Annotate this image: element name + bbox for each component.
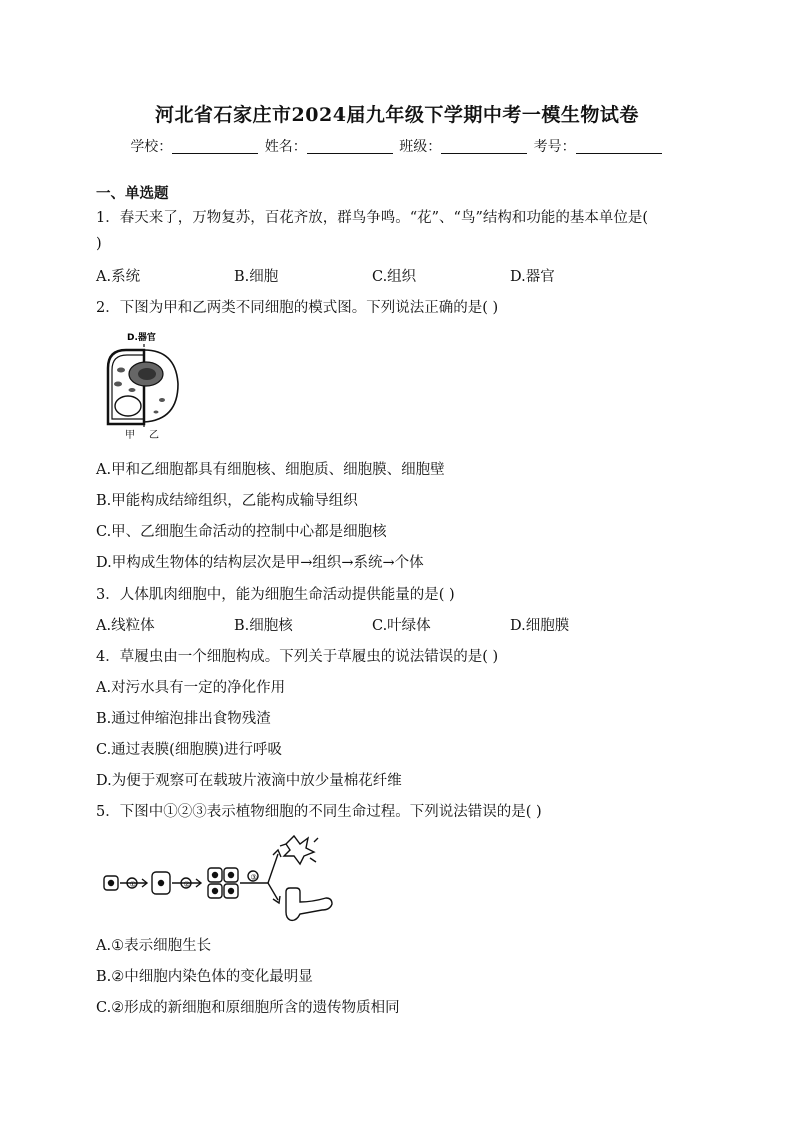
- q4-option-c[interactable]: C.通过表膜(细胞膜)进行呼吸: [96, 742, 282, 758]
- q2-option-b[interactable]: B.甲能构成结缔组织，乙能构成输导组织: [96, 493, 358, 509]
- page-title: 河北省石家庄市2024届九年级下学期中考一模生物试卷: [155, 104, 639, 126]
- q1-options: [96, 265, 555, 286]
- nucleus-dot: [159, 881, 164, 886]
- section-title: 一、单选题: [96, 185, 169, 202]
- q3-option-d[interactable]: D.细胞膜: [510, 618, 570, 634]
- cell-process-diagram: [100, 832, 340, 924]
- name-blank[interactable]: [307, 139, 393, 154]
- student-info-row: [0, 136, 794, 156]
- q5-option-a[interactable]: A.①表示细胞生长: [96, 938, 212, 954]
- q1-option-d[interactable]: D.器官: [510, 269, 555, 285]
- mitochondria-shape: [159, 398, 165, 402]
- step-label-2: ②: [183, 880, 190, 889]
- fig-label-top: D.器官: [127, 333, 156, 343]
- class-label: 班级：: [399, 139, 442, 155]
- q4-option-b[interactable]: B.通过伸缩泡排出食物残渣: [96, 711, 271, 727]
- fig-label-jia: 甲: [125, 430, 135, 440]
- number-blank[interactable]: [576, 139, 662, 154]
- vacuole-shape: [115, 396, 141, 416]
- q1-stem-end: ): [96, 236, 102, 252]
- step-label-1: ①: [129, 880, 136, 889]
- cell-diagram: [96, 328, 184, 440]
- mitochondria-shape: [154, 411, 159, 414]
- q5-option-c[interactable]: C.②形成的新细胞和原细胞所含的遗传物质相同: [96, 1000, 400, 1016]
- q3-option-a[interactable]: A.线粒体: [96, 618, 155, 634]
- school-blank[interactable]: [172, 139, 258, 154]
- arrow-3-up: [268, 854, 278, 883]
- school-label: 学校：: [130, 139, 173, 155]
- chloroplast-shape: [129, 388, 136, 392]
- q1-option-b[interactable]: B.细胞: [234, 269, 279, 285]
- cell-differentiated-top: [284, 836, 314, 864]
- chloroplast-shape: [114, 382, 122, 387]
- cell-elongated-shape: [286, 888, 332, 920]
- q4-stem: 4．草履虫由一个细胞构成。下列关于草履虫的说法错误的是( ): [96, 649, 499, 665]
- q2-option-d[interactable]: D.甲构成生物体的结构层次是甲→组织→系统→个体: [96, 555, 424, 571]
- name-label: 姓名：: [264, 139, 307, 155]
- nucleus-dot: [109, 881, 114, 886]
- q1-option-c[interactable]: C.组织: [372, 269, 417, 285]
- nucleolus-shape: [138, 368, 156, 380]
- q5-option-b[interactable]: B.②中细胞内染色体的变化最明显: [96, 969, 313, 985]
- q4-option-a[interactable]: A.对污水具有一定的净化作用: [96, 680, 286, 696]
- q5-stem: 5．下图中①②③表示植物细胞的不同生命过程。下列说法错误的是( ): [96, 804, 542, 820]
- q4-option-d[interactable]: D.为便于观察可在载玻片液滴中放少量棉花纤维: [96, 773, 402, 789]
- q3-options: [96, 614, 569, 635]
- arrow-3-down: [268, 883, 278, 900]
- q1-option-a[interactable]: A.系统: [96, 269, 141, 285]
- fig-label-yi: 乙: [149, 430, 159, 440]
- q1-stem: 1．春天来了，万物复苏，百花齐放，群鸟争鸣。“花”、“鸟”结构和功能的基本单位是(: [96, 210, 649, 226]
- q3-stem: 3．人体肌肉细胞中，能为细胞生命活动提供能量的是( ): [96, 587, 455, 603]
- q3-option-c[interactable]: C.叶绿体: [372, 618, 431, 634]
- q2-option-a[interactable]: A.甲和乙细胞都具有细胞核、细胞质、细胞膜、细胞壁: [96, 462, 445, 478]
- chloroplast-shape: [117, 368, 125, 373]
- q3-option-b[interactable]: B.细胞核: [234, 618, 293, 634]
- q2-stem: 2．下图为甲和乙两类不同细胞的模式图。下列说法正确的是( ): [96, 300, 499, 316]
- number-label: 考号：: [533, 139, 576, 155]
- q2-option-c[interactable]: C.甲、乙细胞生命活动的控制中心都是细胞核: [96, 524, 387, 540]
- class-blank[interactable]: [441, 139, 527, 154]
- step-label-3: ③: [250, 873, 257, 882]
